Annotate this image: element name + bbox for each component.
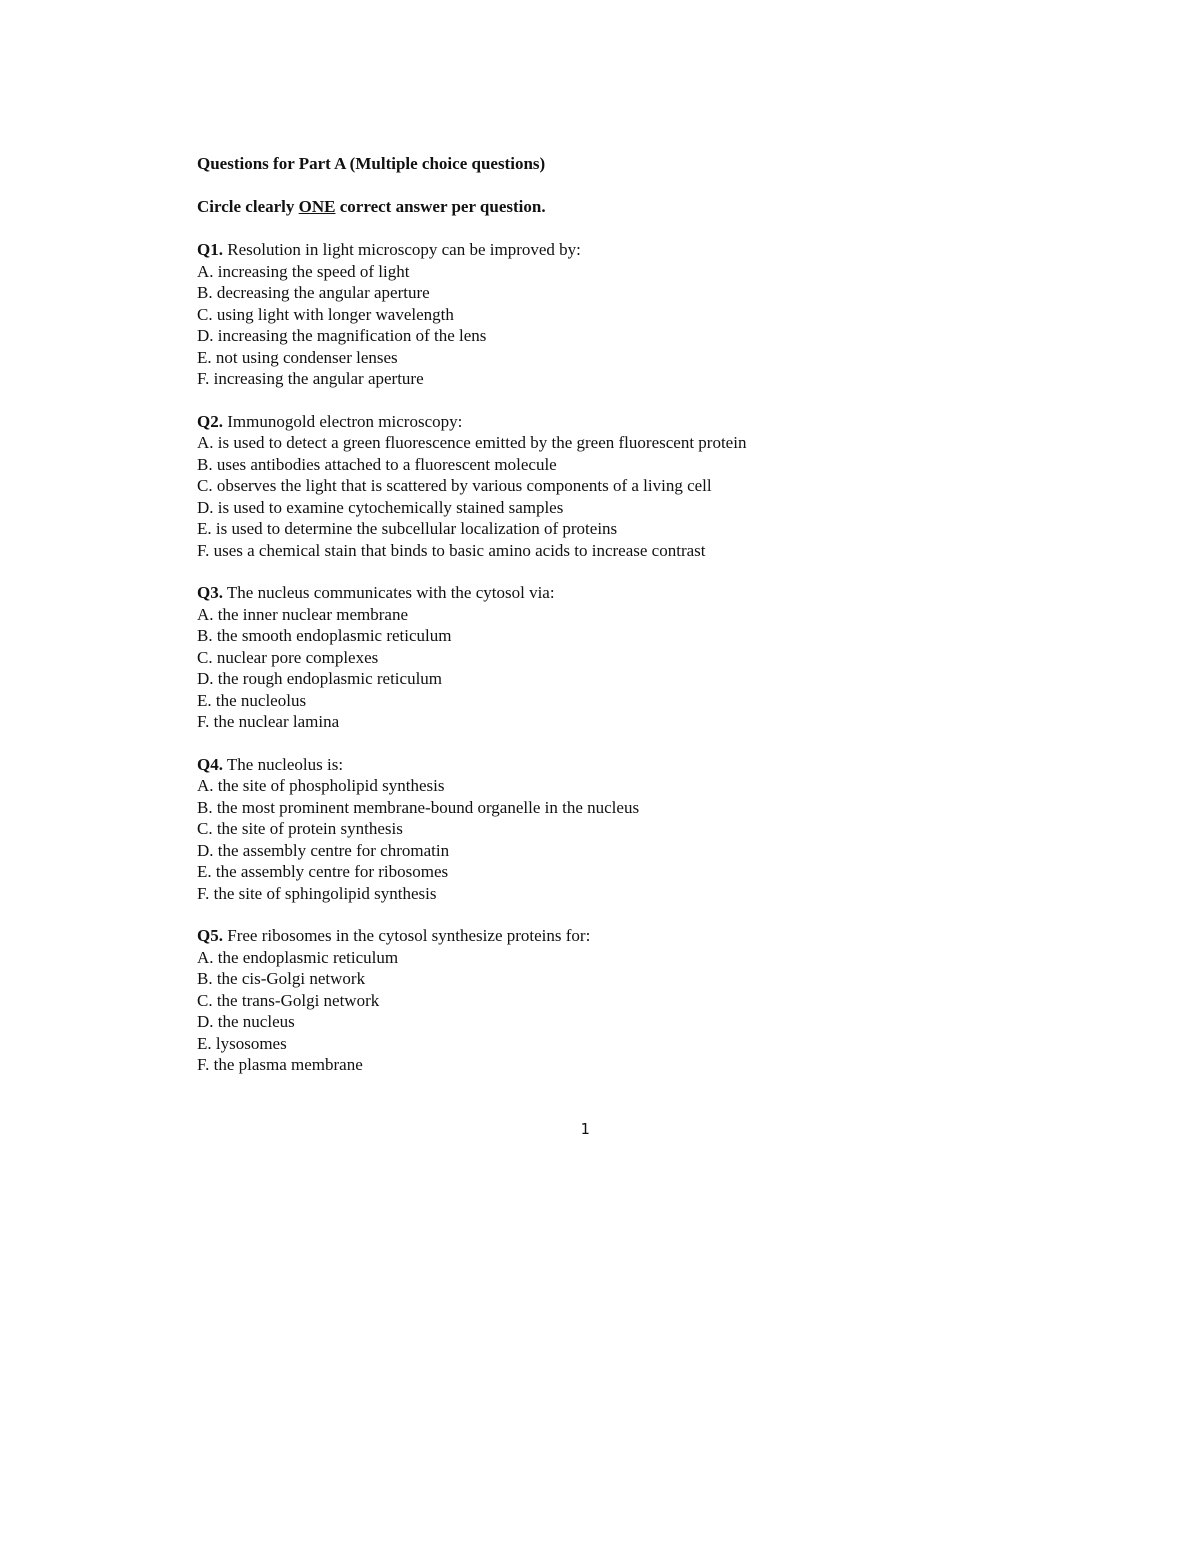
answer-option-d[interactable]: D. the assembly centre for chromatin (197, 840, 450, 860)
answer-option-d[interactable]: D. the rough endoplasmic reticulum (197, 669, 443, 688)
instruction (197, 196, 1097, 218)
answer-option-e[interactable]: E. is used to determine the subcellular localization of proteins (197, 519, 618, 538)
answer-option-c[interactable]: C. observes the light that is scattered by various components of a living cell (197, 476, 712, 495)
instruction-emphasis: ONE (298, 197, 336, 216)
answer-option-b[interactable]: B. the cis-Golgi network (197, 969, 366, 988)
question-number: Q1. (197, 240, 223, 259)
answer-option-f[interactable]: F. the plasma membrane (197, 1055, 363, 1074)
question-stem (197, 411, 1097, 433)
document-page (197, 153, 1097, 1076)
answer-option-d[interactable]: D. is used to examine cytochemically stained samples (197, 497, 564, 517)
question-text: The nucleus communicates with the cytosol via: (222, 583, 555, 602)
question-text: The nucleolus is: (222, 754, 344, 774)
question-text: Immunogold electron microscopy: (222, 411, 463, 431)
answer-option-f[interactable]: F. uses a chemical stain that binds to basic amino acids to increase contrast (197, 540, 706, 560)
answer-option-e[interactable]: E. not using condenser lenses (197, 347, 398, 367)
question-text: Resolution in light microscopy can be improved by: (222, 240, 581, 259)
answer-option-a[interactable]: A. is used to detect a green fluorescence emitted by the green fluorescent protein (197, 433, 747, 452)
answer-option-d[interactable]: D. the nucleus (197, 1012, 295, 1031)
question-3 (197, 582, 1097, 733)
answer-option-f[interactable]: F. increasing the angular aperture (197, 369, 424, 388)
question-number: Q2. (197, 411, 223, 431)
question-stem (197, 925, 1097, 947)
question-2 (197, 411, 1097, 562)
answer-option-c[interactable]: C. the trans-Golgi network (197, 990, 380, 1010)
answer-option-c[interactable]: C. the site of protein synthesis (197, 819, 403, 838)
answer-option-a[interactable]: A. the inner nuclear membrane (197, 604, 408, 624)
question-stem (197, 582, 1097, 604)
question-4 (197, 754, 1097, 905)
instruction-prefix: Circle clearly (197, 197, 299, 216)
answer-option-a[interactable]: A. increasing the speed of light (197, 261, 410, 281)
answer-option-b[interactable]: B. decreasing the angular aperture (197, 283, 430, 302)
answer-option-b[interactable]: B. uses antibodies attached to a fluorescent molecule (197, 454, 557, 474)
answer-option-e[interactable]: E. the nucleolus (197, 690, 307, 710)
question-5 (197, 925, 1097, 1076)
question-stem (197, 239, 1097, 261)
answer-option-e[interactable]: E. lysosomes (197, 1033, 287, 1053)
answer-option-b[interactable]: B. the smooth endoplasmic reticulum (197, 626, 452, 645)
answer-option-e[interactable]: E. the assembly centre for ribosomes (197, 862, 449, 881)
question-number: Q3. (197, 583, 223, 602)
instruction-suffix: correct answer per question. (335, 197, 546, 216)
answer-option-a[interactable]: A. the site of phospholipid synthesis (197, 776, 445, 795)
answer-option-c[interactable]: C. using light with longer wavelength (197, 304, 454, 324)
question-1 (197, 239, 1097, 390)
question-number: Q5. (197, 926, 223, 945)
section-title: Questions for Part A (Multiple choice questions) (197, 154, 546, 173)
answer-option-b[interactable]: B. the most prominent membrane-bound organelle in the nucleus (197, 797, 640, 817)
question-text: Free ribosomes in the cytosol synthesize proteins for: (222, 926, 591, 945)
question-stem (197, 754, 1097, 776)
answer-option-a[interactable]: A. the endoplasmic reticulum (197, 947, 399, 967)
answer-option-f[interactable]: F. the nuclear lamina (197, 712, 340, 731)
answer-option-c[interactable]: C. nuclear pore complexes (197, 647, 379, 667)
answer-option-d[interactable]: D. increasing the magnification of the lens (197, 326, 487, 345)
page-number: 1 (580, 1120, 590, 1138)
answer-option-f[interactable]: F. the site of sphingolipid synthesis (197, 883, 437, 903)
question-number: Q4. (197, 754, 223, 774)
